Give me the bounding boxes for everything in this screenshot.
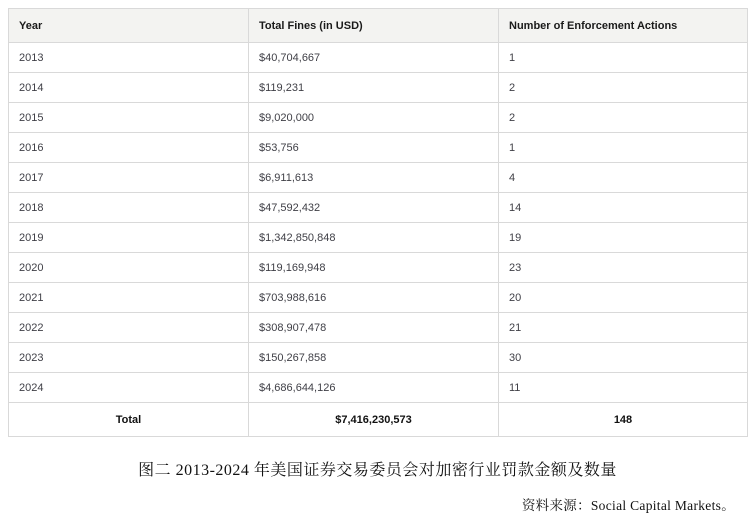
table-row (9, 163, 748, 193)
table-row (9, 253, 748, 283)
cell-year: 2015 (9, 103, 249, 133)
column-header-year: Year (9, 9, 249, 43)
cell-total-enforcement-actions: 148 (499, 403, 748, 437)
cell-year: 2024 (9, 373, 249, 403)
cell-year: 2017 (9, 163, 249, 193)
figure-source: 资料来源：Social Capital Markets。 (521, 498, 735, 513)
cell-total-fines: $47,592,432 (249, 193, 499, 223)
cell-total-fines: $9,020,000 (249, 103, 499, 133)
cell-enforcement-actions: 19 (499, 223, 748, 253)
cell-total-fines: $6,911,613 (249, 163, 499, 193)
cell-total-fines: $119,169,948 (249, 253, 499, 283)
cell-total-fines: $119,231 (249, 73, 499, 103)
table-row (9, 283, 748, 313)
cell-enforcement-actions: 30 (499, 343, 748, 373)
table-header (9, 9, 748, 43)
cell-enforcement-actions: 1 (499, 43, 748, 73)
table-row (9, 343, 748, 373)
cell-enforcement-actions: 1 (499, 133, 748, 163)
cell-year: 2023 (9, 343, 249, 373)
cell-enforcement-actions: 20 (499, 283, 748, 313)
cell-enforcement-actions: 23 (499, 253, 748, 283)
table-row (9, 73, 748, 103)
table-row (9, 193, 748, 223)
table-row (9, 133, 748, 163)
cell-total-fines: $1,342,850,848 (249, 223, 499, 253)
cell-enforcement-actions: 21 (499, 313, 748, 343)
cell-total-fines: $308,907,478 (249, 313, 499, 343)
cell-enforcement-actions: 2 (499, 103, 748, 133)
cell-year: 2021 (9, 283, 249, 313)
cell-year: 2014 (9, 73, 249, 103)
cell-enforcement-actions: 11 (499, 373, 748, 403)
sec-fines-table (8, 8, 748, 437)
cell-year: 2018 (9, 193, 249, 223)
table-row (9, 223, 748, 253)
cell-total-fines: $703,988,616 (249, 283, 499, 313)
table-row (9, 373, 748, 403)
figure-caption: 图二 2013-2024 年美国证券交易委员会对加密行业罚款金额及数量 (138, 462, 617, 479)
cell-year: 2022 (9, 313, 249, 343)
cell-enforcement-actions: 4 (499, 163, 748, 193)
table-total-row (9, 403, 748, 437)
cell-total-fines: $7,416,230,573 (249, 403, 499, 437)
cell-year: 2013 (9, 43, 249, 73)
table-row (9, 313, 748, 343)
table-header-row (9, 9, 748, 43)
cell-total-label: Total (9, 403, 249, 437)
cell-year: 2020 (9, 253, 249, 283)
cell-year: 2019 (9, 223, 249, 253)
cell-total-fines: $40,704,667 (249, 43, 499, 73)
cell-total-fines: $53,756 (249, 133, 499, 163)
cell-year: 2016 (9, 133, 249, 163)
column-header-enforcement-actions: Number of Enforcement Actions (499, 9, 748, 43)
cell-enforcement-actions: 14 (499, 193, 748, 223)
cell-total-fines: $150,267,858 (249, 343, 499, 373)
table-body (9, 43, 748, 437)
column-header-total-fines: Total Fines (in USD) (249, 9, 499, 43)
table-row (9, 43, 748, 73)
cell-total-fines: $4,686,644,126 (249, 373, 499, 403)
cell-enforcement-actions: 2 (499, 73, 748, 103)
table-row (9, 103, 748, 133)
